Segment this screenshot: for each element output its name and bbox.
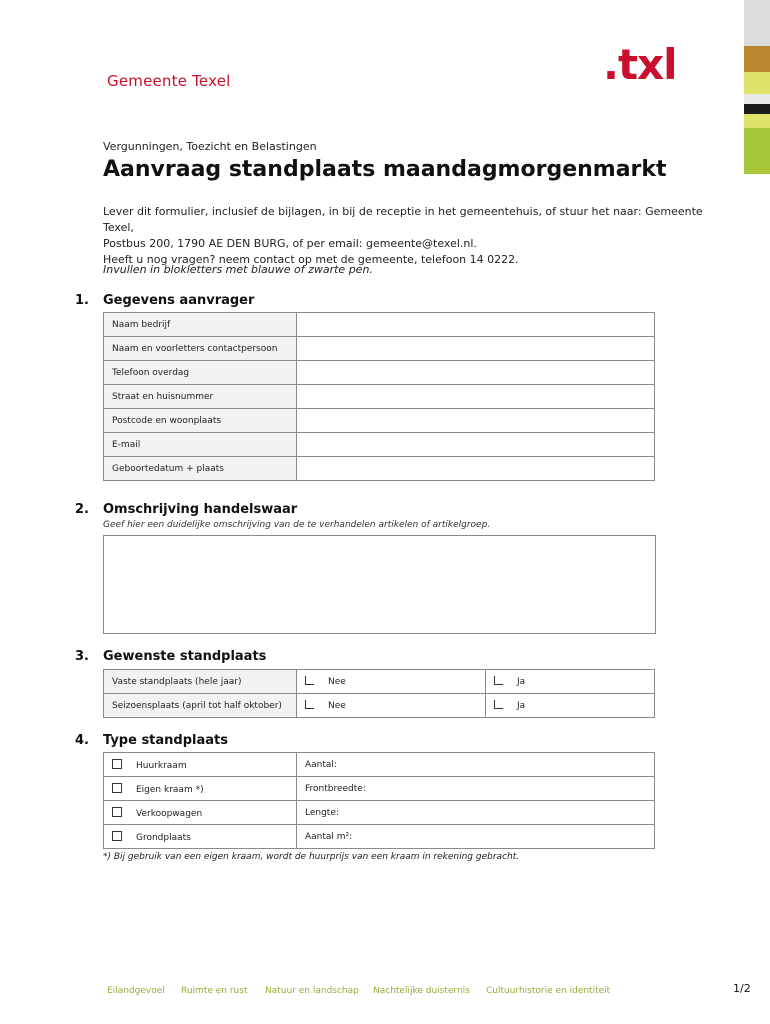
footer-item: Nachtelijke duisternis	[373, 986, 470, 996]
row-label: Straat en huisnummer	[104, 385, 297, 409]
footnote: *) Bij gebruik van een eigen kraam, wordt de huurprijs van een kraam in rekening gebracht.	[103, 852, 520, 862]
option-no[interactable]	[297, 670, 486, 694]
table-row	[104, 670, 655, 694]
intro-line: Lever dit formulier, inclusief de bijlagen, in bij de receptie in het gemeentehuis, of stuur het naar: Gemeente Texel,	[103, 205, 703, 234]
municipality-name: Gemeente Texel	[107, 72, 231, 90]
type-table	[103, 752, 655, 849]
type-option[interactable]	[104, 825, 297, 849]
checkbox-icon[interactable]	[112, 783, 122, 793]
location-table	[103, 669, 655, 718]
page-number: 1/2	[733, 982, 751, 995]
row-label: Vaste standplaats (hele jaar)	[104, 670, 297, 694]
section-number: 1.	[75, 293, 89, 308]
section-title: Omschrijving handelswaar	[103, 502, 298, 517]
company-name-field[interactable]	[297, 313, 655, 337]
section-number: 2.	[75, 502, 89, 517]
type-field[interactable]: Aantal m²:	[297, 825, 655, 849]
brand-color-strip	[744, 0, 770, 174]
table-row	[104, 694, 655, 718]
table-row	[104, 753, 655, 777]
checkbox-icon[interactable]	[305, 676, 314, 685]
street-field[interactable]	[297, 385, 655, 409]
intro-text	[103, 204, 733, 268]
row-label: Postcode en woonplaats	[104, 409, 297, 433]
row-label: Seizoensplaats (april tot half oktober)	[104, 694, 297, 718]
option-label: Grondplaats	[136, 832, 191, 843]
table-row	[104, 313, 655, 337]
table-row	[104, 409, 655, 433]
table-row	[104, 825, 655, 849]
footer-item: Cultuurhistorie en identiteit	[486, 986, 611, 996]
fill-instruction: Invullen in blokletters met blauwe of zwarte pen.	[103, 263, 373, 276]
checkbox-icon[interactable]	[494, 676, 503, 685]
checkbox-icon[interactable]	[112, 807, 122, 817]
contact-person-field[interactable]	[297, 337, 655, 361]
checkbox-icon[interactable]	[494, 700, 503, 709]
type-option[interactable]	[104, 801, 297, 825]
table-row	[104, 457, 655, 481]
row-label: Naam bedrijf	[104, 313, 297, 337]
option-yes[interactable]	[486, 670, 655, 694]
row-label: Naam en voorletters contactpersoon	[104, 337, 297, 361]
section-title: Gewenste standplaats	[103, 649, 267, 664]
footer-item: Ruimte en rust	[181, 986, 248, 996]
option-label: Nee	[328, 677, 346, 687]
postcode-field[interactable]	[297, 409, 655, 433]
email-field[interactable]	[297, 433, 655, 457]
type-option[interactable]	[104, 777, 297, 801]
row-label: Telefoon overdag	[104, 361, 297, 385]
checkbox-icon[interactable]	[112, 759, 122, 769]
option-label: Eigen kraam *)	[136, 784, 204, 795]
table-row	[104, 777, 655, 801]
page-title: Aanvraag standplaats maandagmorgenmarkt	[103, 157, 667, 182]
txl-logo: .txl	[603, 40, 677, 89]
section-number: 3.	[75, 649, 89, 664]
birthdate-field[interactable]	[297, 457, 655, 481]
section-title: Type standplaats	[103, 733, 228, 748]
intro-line: Heeft u nog vragen? neem contact op met de gemeente, telefoon 14 0222.	[103, 253, 519, 266]
option-yes[interactable]	[486, 694, 655, 718]
row-label: E-mail	[104, 433, 297, 457]
row-label: Geboortedatum + plaats	[104, 457, 297, 481]
type-field[interactable]: Frontbreedte:	[297, 777, 655, 801]
applicant-table	[103, 312, 655, 481]
department-label: Vergunningen, Toezicht en Belastingen	[103, 140, 317, 153]
section-title: Gegevens aanvrager	[103, 293, 255, 308]
table-row	[104, 385, 655, 409]
option-label: Ja	[517, 677, 526, 687]
checkbox-icon[interactable]	[112, 831, 122, 841]
option-label: Huurkraam	[136, 760, 187, 771]
footer-item: Eilandgevoel	[107, 986, 165, 996]
type-field[interactable]: Aantal:	[297, 753, 655, 777]
option-label: Nee	[328, 701, 346, 711]
section-subtitle: Geef hier een duidelijke omschrijving van de te verhandelen artikelen of artikelgroep.	[103, 520, 491, 530]
option-no[interactable]	[297, 694, 486, 718]
goods-description-field[interactable]	[103, 535, 656, 634]
footer-item: Natuur en landschap	[265, 986, 359, 996]
option-label: Ja	[517, 701, 526, 711]
option-label: Verkoopwagen	[136, 808, 203, 819]
intro-line: Postbus 200, 1790 AE DEN BURG, of per email: gemeente@texel.nl.	[103, 237, 477, 250]
table-row	[104, 337, 655, 361]
type-option[interactable]	[104, 753, 297, 777]
type-field[interactable]: Lengte:	[297, 801, 655, 825]
phone-field[interactable]	[297, 361, 655, 385]
checkbox-icon[interactable]	[305, 700, 314, 709]
section-number: 4.	[75, 733, 89, 748]
table-row	[104, 361, 655, 385]
table-row	[104, 801, 655, 825]
table-row	[104, 433, 655, 457]
